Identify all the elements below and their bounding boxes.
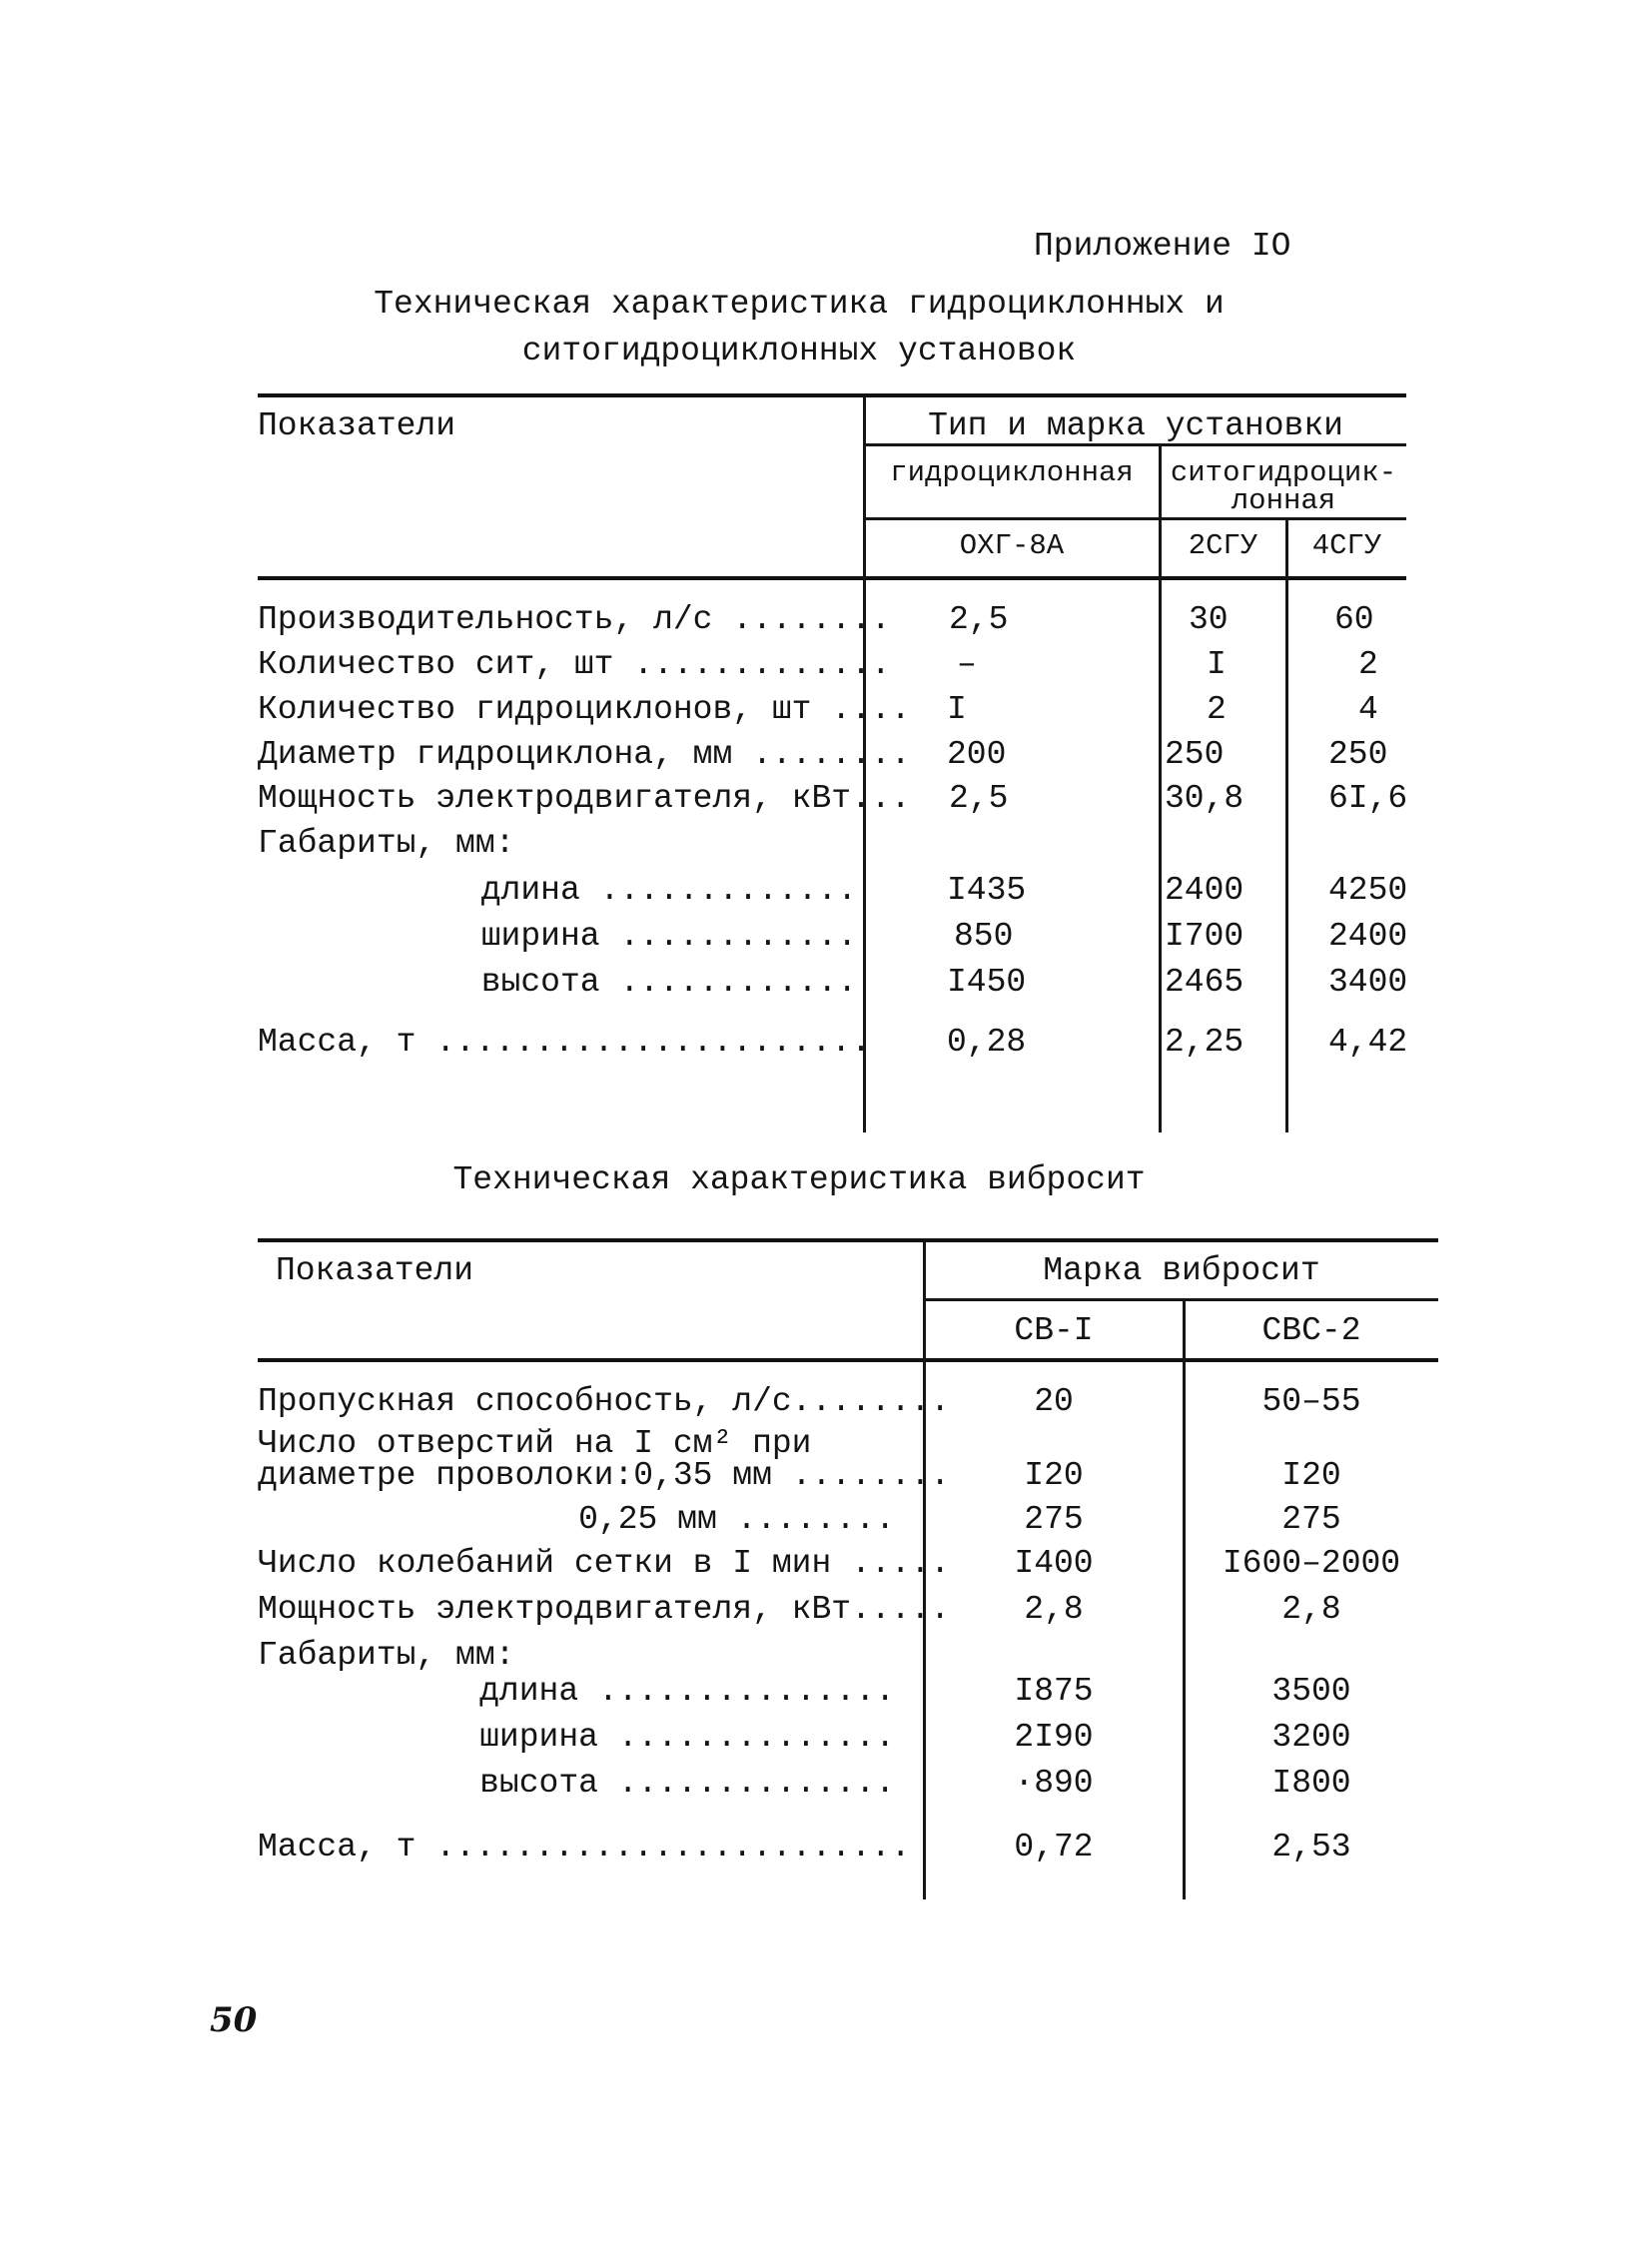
- table2-top-rule: [258, 1238, 1438, 1242]
- table2-row-v2: I800: [1271, 1765, 1351, 1802]
- table1-top-rule: [258, 393, 1406, 397]
- table1-row-label: Количество гидроциклонов, шт ....: [258, 691, 911, 728]
- table2-row-v1: ·890: [1014, 1765, 1094, 1802]
- table1-row-v2: 2: [1207, 691, 1227, 728]
- table1-row-label: Количество сит, шт .............: [258, 646, 891, 683]
- table2-row-label: Мощность электродвигателя, кВт.....: [258, 1591, 951, 1628]
- table2-row-label: Число колебаний сетки в I мин .....: [258, 1545, 951, 1582]
- table1-row-v1: 850: [954, 918, 1014, 955]
- table1-header-model3: 4СГУ: [1311, 529, 1382, 562]
- table1-row-v2: 250: [1165, 736, 1225, 773]
- appendix-label: Приложение IO: [1034, 228, 1291, 265]
- table2-row-label: Число отверстий на I см² при: [258, 1425, 812, 1462]
- table1-row-v1: 2,5: [949, 601, 1009, 638]
- table2-row-v2: 2,8: [1281, 1591, 1341, 1628]
- table1-row-v3: 4: [1358, 691, 1378, 728]
- table2-row-v1: 0,72: [1014, 1829, 1094, 1866]
- table1-row-v2: 30,8: [1165, 780, 1244, 817]
- table1-row-v3: 3400: [1328, 964, 1408, 1001]
- table1-row-label: Диаметр гидроциклона, мм ........: [258, 736, 911, 773]
- table1-row-v2: 30: [1189, 601, 1229, 638]
- table1-row-v3: 2400: [1328, 918, 1408, 955]
- table1-header-sub2-line1: ситогидроцик-: [1170, 456, 1397, 489]
- table1-row-label: ширина ............: [480, 918, 857, 955]
- table1-header-model2: 2СГУ: [1188, 529, 1258, 562]
- table1-row-label: Масса, т ......................: [258, 1024, 871, 1061]
- table1-row-v1: –: [957, 646, 977, 683]
- table1-header-sub1: гидроциклонная: [890, 456, 1134, 489]
- table1-row-v3: 2: [1358, 646, 1378, 683]
- table2-row-v1: 2,8: [1024, 1591, 1084, 1628]
- page-number: 50: [210, 2000, 258, 2040]
- table2-title: Техническая характеристика вибросит: [452, 1161, 1146, 1198]
- table2-row-label: ширина ..............: [479, 1719, 895, 1756]
- table1-row-v3: 4250: [1328, 872, 1408, 909]
- table2-header-indicators: Показатели: [276, 1252, 474, 1289]
- table2-row-v2: 2,53: [1271, 1829, 1351, 1866]
- table2-row-v1: I400: [1014, 1545, 1094, 1582]
- table1-row-v2: I700: [1165, 918, 1244, 955]
- table2-row-v2: 275: [1281, 1501, 1341, 1538]
- table1-row-label: высота ............: [480, 964, 857, 1001]
- table1-header-sub2-line2: лонная: [1231, 484, 1336, 517]
- table2-header-rule: [258, 1358, 1438, 1362]
- table2-row-label: Габариты, мм:: [258, 1637, 515, 1674]
- table1-row-v3: 6I,6: [1328, 780, 1408, 817]
- table1-row-v1: I435: [947, 872, 1027, 909]
- table2-header-model2: СВС-2: [1261, 1312, 1361, 1349]
- table2-group-rule: [925, 1298, 1438, 1301]
- table1-header-rule: [258, 576, 1406, 580]
- table1-row-v1: 2,5: [949, 780, 1009, 817]
- table2-row-v1: I20: [1024, 1457, 1084, 1494]
- table2-row-v1: 275: [1024, 1501, 1084, 1538]
- table2-row-label: Масса, т ........................: [258, 1829, 911, 1866]
- table1-row-v1: 0,28: [947, 1024, 1027, 1061]
- table2-row-label: высота ..............: [479, 1765, 895, 1802]
- table1-title-line2: ситогидроциклонных установок: [521, 333, 1077, 370]
- table1-title-line1: Техническая характеристика гидроциклонных и: [374, 286, 1225, 323]
- table2-row-v1: I875: [1014, 1673, 1094, 1710]
- table1-row-label: длина .............: [480, 872, 857, 909]
- table1-header-group: Тип и марка установки: [928, 407, 1343, 444]
- table2-row-label: длина ...............: [479, 1673, 895, 1710]
- table1-row-label: Габариты, мм:: [258, 825, 515, 862]
- table1-row-v3: 4,42: [1328, 1024, 1408, 1061]
- table1-row-label: Мощность электродвигателя, кВт...: [258, 780, 911, 817]
- table2-header-model1: СВ-I: [1014, 1312, 1094, 1349]
- table1-row-v2: 2465: [1165, 964, 1244, 1001]
- table1-header-indicators: Показатели: [258, 407, 456, 444]
- table1-row-v1: 200: [947, 736, 1007, 773]
- table2-row-label: 0,25 мм ........: [578, 1501, 895, 1538]
- table2-row-v2: I600–2000: [1222, 1545, 1401, 1582]
- table2-row-label: Пропускная способность, л/с........: [258, 1383, 951, 1420]
- table1-vline-3: [1285, 519, 1288, 1132]
- table1-row-v2: 2,25: [1165, 1024, 1244, 1061]
- table2-row-v2: I20: [1281, 1457, 1341, 1494]
- table2-header-group: Марка вибросит: [1043, 1252, 1320, 1289]
- table1-row-v1: I450: [947, 964, 1027, 1001]
- table1-row-label: Производительность, л/с ........: [258, 601, 891, 638]
- table2-row-label: диаметре проволоки:0,35 мм ........: [258, 1457, 951, 1494]
- table1-row-v2: I: [1207, 646, 1227, 683]
- table2-row-v1: 20: [1034, 1383, 1074, 1420]
- table1-row-v3: 60: [1334, 601, 1374, 638]
- table1-sub-rule: [865, 517, 1406, 520]
- table1-header-model1: ОХГ-8А: [959, 529, 1065, 562]
- table1-row-v1: I: [947, 691, 967, 728]
- table1-row-v3: 250: [1328, 736, 1388, 773]
- table2-row-v2: 3500: [1271, 1673, 1351, 1710]
- table2-row-v1: 2I90: [1014, 1719, 1094, 1756]
- table2-row-v2: 50–55: [1261, 1383, 1361, 1420]
- table1-row-v2: 2400: [1165, 872, 1244, 909]
- table2-row-v2: 3200: [1271, 1719, 1351, 1756]
